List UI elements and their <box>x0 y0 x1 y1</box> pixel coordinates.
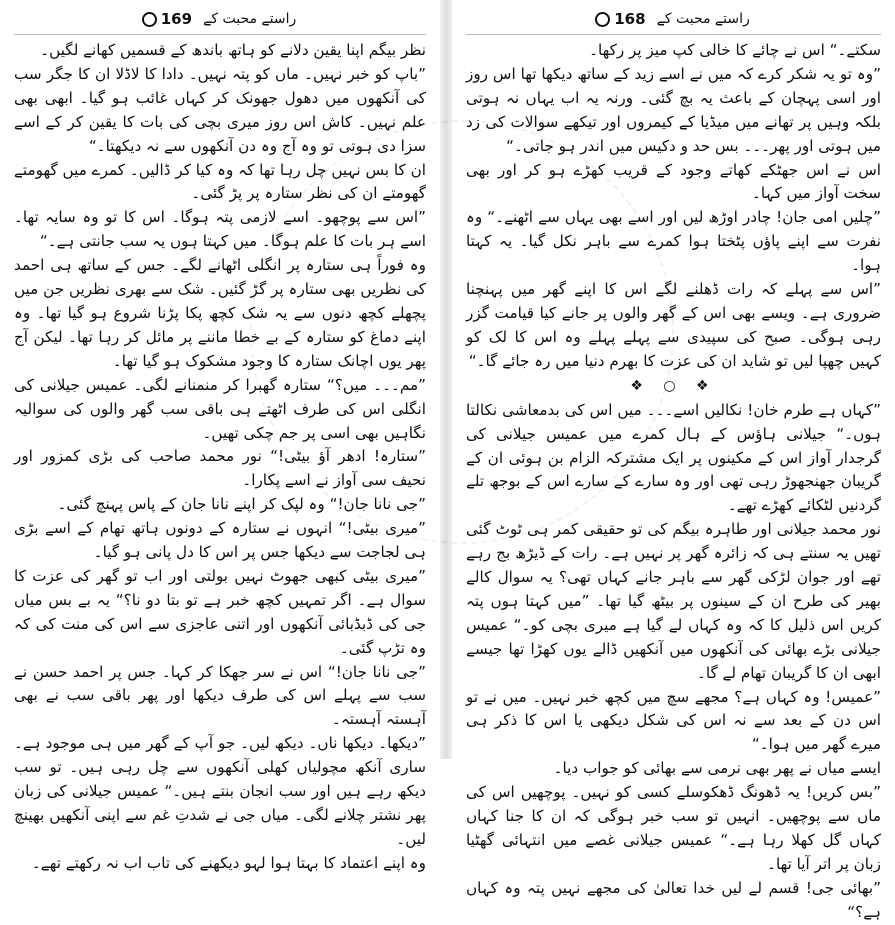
page-number: 169 <box>138 10 192 28</box>
paragraph: ”ستارہ! ادھر آؤ بیٹی!“ نور محمد صاحب کی بڑی کمزور اور نحیف سی آواز نے اسے پکارا۔ <box>14 447 426 490</box>
paragraph: ایسے میاں نے پھر بھی نرمی سے بھائی کو جواب دیا۔ <box>553 759 881 778</box>
page-number: 168 <box>591 10 645 28</box>
paragraph: ”وہ تو یہ شکر کرے کہ میں نے اسے زید کے ساتھ دیکھا تھا اس روز اور اسی پہچان کے باعث یہ بچ گئی۔ ورنہ یہ اب یہاں نہ ہوتی بلکہ وہیں پر تھانے میں میڈیا کے کیمروں اور تیکھے سوالات کی زد میں ہوتی اور پھر۔۔۔ بس حد و دکیس میں اندر ہو جاتی۔“ <box>466 64 881 155</box>
paragraph: ”میری بیٹی!“ انہوں نے ستارہ کے دونوں ہاتھ تھام کے اسے بڑی ہی لجاجت سے دیکھا جس پر اس کا دل پانی ہو گیا۔ <box>14 519 426 562</box>
paragraph: ان کا بس نہیں چل رہا تھا کہ وہ کیا کر ڈالیں۔ کمرے میں گھومتے گھومتے ان کی نظر ستارہ پر پڑ گئی۔ <box>14 160 426 203</box>
paragraph: ”عمیس! وہ کہاں ہے؟ مجھے سچ میں کچھ خبر نہیں۔ میں نے تو اس دن کے بعد سے نہ اس کی شکل دیکھی یا اس کا ذکر ہی میرے گھر میں ہوا۔“ <box>466 687 881 754</box>
paragraph: نظر بیگم اپنا یقین دلانے کو ہاتھ باندھ کے قسمیں کھانے لگیں۔ <box>40 41 426 59</box>
right-page <box>452 0 895 921</box>
paragraph: ”چلیں امی جان! چادر اوڑھ لیں اور اسے بھی یہاں سے اٹھنے۔“ وہ نفرت سے اپنے پاؤں پٹختا ہوا کمرے سے باہر نکل گیا۔ یہ کہتا ہوا۔ <box>466 208 881 275</box>
book-gutter <box>440 0 452 759</box>
paragraph: ”میری بیٹی کبھی جھوٹ نہیں بولتی اور اب تو گھر کی عزت کا سوال ہے۔ اگر تمہیں کچھ خبر ہے تو بتا دو نا؟“ یہ بے بس میاں جی کی ڈبڈبائی آنکھوں اور اتنی عاجزی سے اس کی منت کی کہ وہ تڑپ گئی۔ <box>14 566 426 657</box>
paragraph: اس نے اس جھٹکے کھاتے وجود کے قریب کھڑے ہو کر اور بھی سخت آواز میں کہا۔ <box>466 160 881 203</box>
paragraph: ”باپ کو خبر نہیں۔ ماں کو پتہ نہیں۔ دادا کا لاڈلا ان کا جگر سب کی آنکھوں میں دھول جھونک کر کہاں غائب ہو گیا۔ ابھی بھی علم نہیں۔ کاش اس روز میری بچی کی بات کا یقین کر کے اسے سزا دی ہوتی تو وہ آج وہ دن آنکھوں سے نہ دیکھتا۔“ <box>14 64 426 155</box>
running-title: راستے محبت کے <box>656 10 750 27</box>
paragraph: ”کہاں ہے طرم خان! نکالیں اسے۔۔۔ میں اس کی بدمعاشی نکالتا ہوں۔“ جیلانی ہاؤس کے ہال کمرے میں عمیس جیلانی کی گرجدار آواز اس کے مکینوں پر ایک مشترکہ الزام بن ہوئی ان کے گریبان جھنجھوڑ رہی تھی اور وہ سارے کے سارے اس کے بوجھ تلے گردنیں لٹکائے کھڑے تھے۔ <box>466 400 881 515</box>
paragraph: ”جی نانا جان!“ اس نے سر جھکا کر کہا۔ جس پر احمد حسن نے سب سے پہلے اس کی طرف دیکھا اور پھر باقی سب نے بھی آہستہ آہستہ۔ <box>14 662 426 729</box>
left-page-body <box>14 39 426 876</box>
paragraph: وہ فوراً ہی ستارہ پر انگلی اٹھانے لگے۔ جس کے ساتھ ہی احمد کی نظریں بھی ستارہ پر گڑ گئیں۔ شک سے بھری نظریں جن میں پچھلے کچھ دنوں سے یہ شک کچھ پکا پڑنا شروع ہو گیا تھا۔ وہ اپنے دماغ کو ستارہ کے بے خطا ماننے پر مائل کر رہا تھا۔ لیکن آج پھر یوں اچانک ستارہ کا وجود مشکوک ہو گیا تھا۔ <box>14 256 426 370</box>
paragraph: نور محمد جیلانی اور طاہرہ بیگم کی تو حقیقی کمر ہی ٹوٹ گئی تھیں یہ سنتے ہی کہ زائرہ گھر پر نہیں ہے۔ رات کے ڈیڑھ بج رہے تھے اور جوان لڑکی گھر سے باہر جانے کہاں تھی؟ یہ سوال کالے بھیر کی طرح ان کے سینوں پر بیٹھ گیا تھا۔ ”میں کہتا ہوں پتہ کریں اس ذلیل کا کہ وہ کہاں لے گیا ہے میری بچی کو۔“ عمیس جیلانی بڑے بھائی کی آنکھوں میں آنکھیں ڈالے یوں کھڑا تھا جیسے ابھی ان کا گریبان تھام لے گا۔ <box>466 520 881 682</box>
right-page-header <box>466 8 881 35</box>
paragraph: سکتے۔“ اس نے چائے کا خالی کپ میز پر رکھا۔ <box>589 41 881 59</box>
left-page-header <box>14 8 426 35</box>
paragraph: ”اس سے پہلے کہ رات ڈھلنے لگے اس کا اپنے گھر میں پہنچنا ضروری ہے۔ ویسے بھی اس کے گھر والوں پر جانے کیا قیامت گزر رہی ہوگی۔ صبح کی سپیدی سے پہلے پہلے وہ اس کا لک کو کہیں چھپا لیں تو شاید ان کی عزت کا بھرم دنیا میں رہ جائے گا۔“ <box>466 280 881 370</box>
page-ornament-icon <box>595 12 610 27</box>
section-separator: ❖ ○ ❖ <box>630 377 717 394</box>
page-ornament-icon <box>142 12 157 27</box>
paragraph: وہ اپنے اعتماد کا بہتا ہوا لہو دیکھنے کی تاب اب نہ رکھتے تھے۔ <box>31 853 426 872</box>
running-title: راستے محبت کے <box>203 10 297 27</box>
paragraph: ”مم۔۔۔ میں؟“ ستارہ گھبرا کر منمنانے لگی۔ عمیس جیلانی کی انگلی اس کی طرف اٹھتے ہی باقی سب گھر والوں کی سوالیہ نگاہیں بھی اسی پر جم چکی تھیں۔ <box>14 375 426 442</box>
left-page <box>0 0 440 872</box>
paragraph: ”اس سے پوچھو۔ اسے لازمی پتہ ہوگا۔ اس کا تو وہ سایہ تھا۔ اسے ہر بات کا علم ہوگا۔ میں کہتا ہوں یہ سب جانتی ہے۔“ <box>14 208 426 251</box>
paragraph: ”بس کریں! یہ ڈھونگ ڈھکوسلے کسی کو نہیں۔ پوچھیں اس کی ماں سے پوچھیں۔ انہیں تو سب خبر ہوگی کہ ان کا جنا کہاں کہاں گل کھلا رہا ہے۔“ عمیس جیلانی غصے میں انتہائی گھٹیا زبان پر اتر آیا تھا۔ <box>466 783 881 873</box>
right-page-body <box>466 39 881 925</box>
paragraph: ”جی نانا جان!“ وہ لپک کر اپنے نانا جان کے پاس پہنچ گئی۔ <box>57 495 426 514</box>
paragraph: ”دیکھا۔ دیکھا ناں۔ دیکھ لیں۔ جو آپ کے گھر میں ہی موجود ہے۔ ساری آنکھ مچولیاں کھلی آنکھوں سے چل رہی ہیں۔ تو سب دیکھ رہے ہیں اور سب انجان بنتے ہیں۔“ عمیس جیلانی کی زبان پھر نشتر چلانے لگی۔ میاں جی نے شدتِ غم سے اپنی آنکھیں بھینچ لیں۔ <box>14 734 426 848</box>
paragraph: ”بھائی جی! قسم لے لیں خدا تعالیٰ کی مجھے نہیں پتہ وہ کہاں ہے؟“ <box>466 878 881 921</box>
